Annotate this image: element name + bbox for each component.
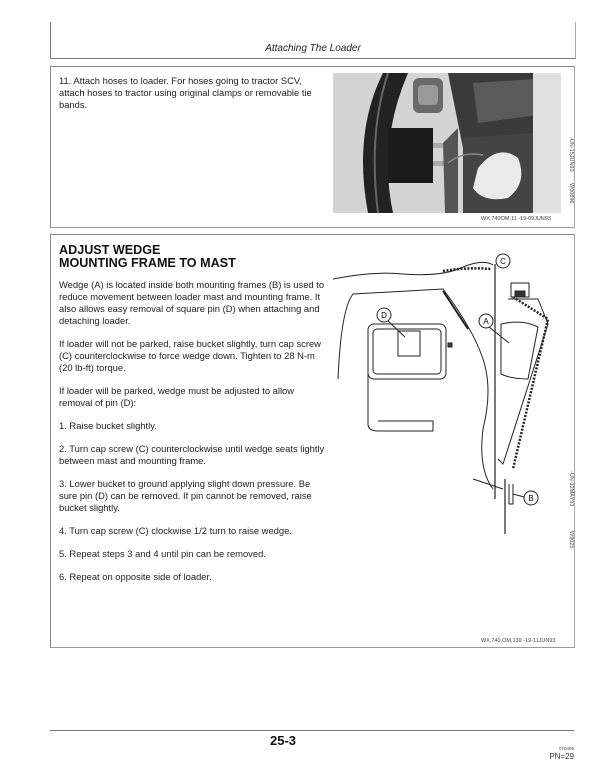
section-title-line-2: MOUNTING FRAME TO MAST [59,256,236,270]
photo-image-id: W00896 [568,183,574,204]
footer-code: 070496 [558,746,574,751]
footer-rule-left [50,730,324,731]
label-c-callout [496,254,510,268]
paragraph-parked: If loader will be parked, wedge must be adjusted to allow removal of pin (D): [59,385,295,408]
step-11-panel [50,66,575,228]
hose-attachment-photo [333,73,561,213]
paragraph-intro: Wedge (A) is located inside both mounting frames (B) is used to reduce movement between loader mast and mounting frame. It also allows easy removal of square pin (D) when attaching and detaching loader. [59,279,325,326]
label-b-callout [513,491,538,505]
label-b: B [528,494,534,503]
label-c: C [500,257,506,266]
page-header [50,22,576,59]
section-title-line-1: ADJUST WEDGE [59,243,161,257]
diagram-side-code: -UN-12MAY93 [568,471,574,507]
label-d-callout [377,308,405,337]
label-a: A [483,317,489,326]
section-title [59,244,236,270]
diagram-image-id: W9025 [568,531,574,549]
label-d: D [381,311,387,320]
step-6: 6. Repeat on opposite side of loader. [59,571,212,582]
photo-side-code: -UN-15JUN93 [568,137,574,172]
page-number: 25-3 [270,733,297,748]
step-11-text: 11. Attach hoses to loader. For hoses going to tractor SCV, attach hoses to tractor using original clamps or removable tie bands. [59,75,312,110]
instructions-body [59,279,327,594]
section-header-title: Attaching The Loader [265,43,361,54]
step-2: 2. Turn cap screw (C) counterclockwise until wedge seats lightly between mast and mounting frame. [59,443,325,466]
diagram-caption: WX,740,OM,139 -19-11JUN93 [481,638,556,644]
adjust-wedge-panel [50,234,575,648]
paragraph-not-parked: If loader will not be parked, raise bucket slightly, turn cap screw (C) counterclockwise to force wedge down. Tighten to 28 N-m (20 lb-ft) torque. [59,338,321,373]
photo-caption: WX,740OM,11 -19-09JUN93 [481,216,551,222]
page-pn: PN=29 [549,752,574,761]
footer-rule-right [324,730,574,731]
wedge-diagram [333,249,561,549]
step-4: 4. Turn cap screw (C) clockwise 1/2 turn to raise wedge. [59,525,292,536]
step-3: 3. Lower bucket to ground applying slight down pressure. Be sure pin (D) can be removed. If pin cannot be removed, raise bucket slightly. [59,478,312,513]
step-1: 1. Raise bucket slightly. [59,420,157,431]
hose-photo-illustration [333,73,561,213]
step-5: 5. Repeat steps 3 and 4 until pin can be removed. [59,548,266,559]
